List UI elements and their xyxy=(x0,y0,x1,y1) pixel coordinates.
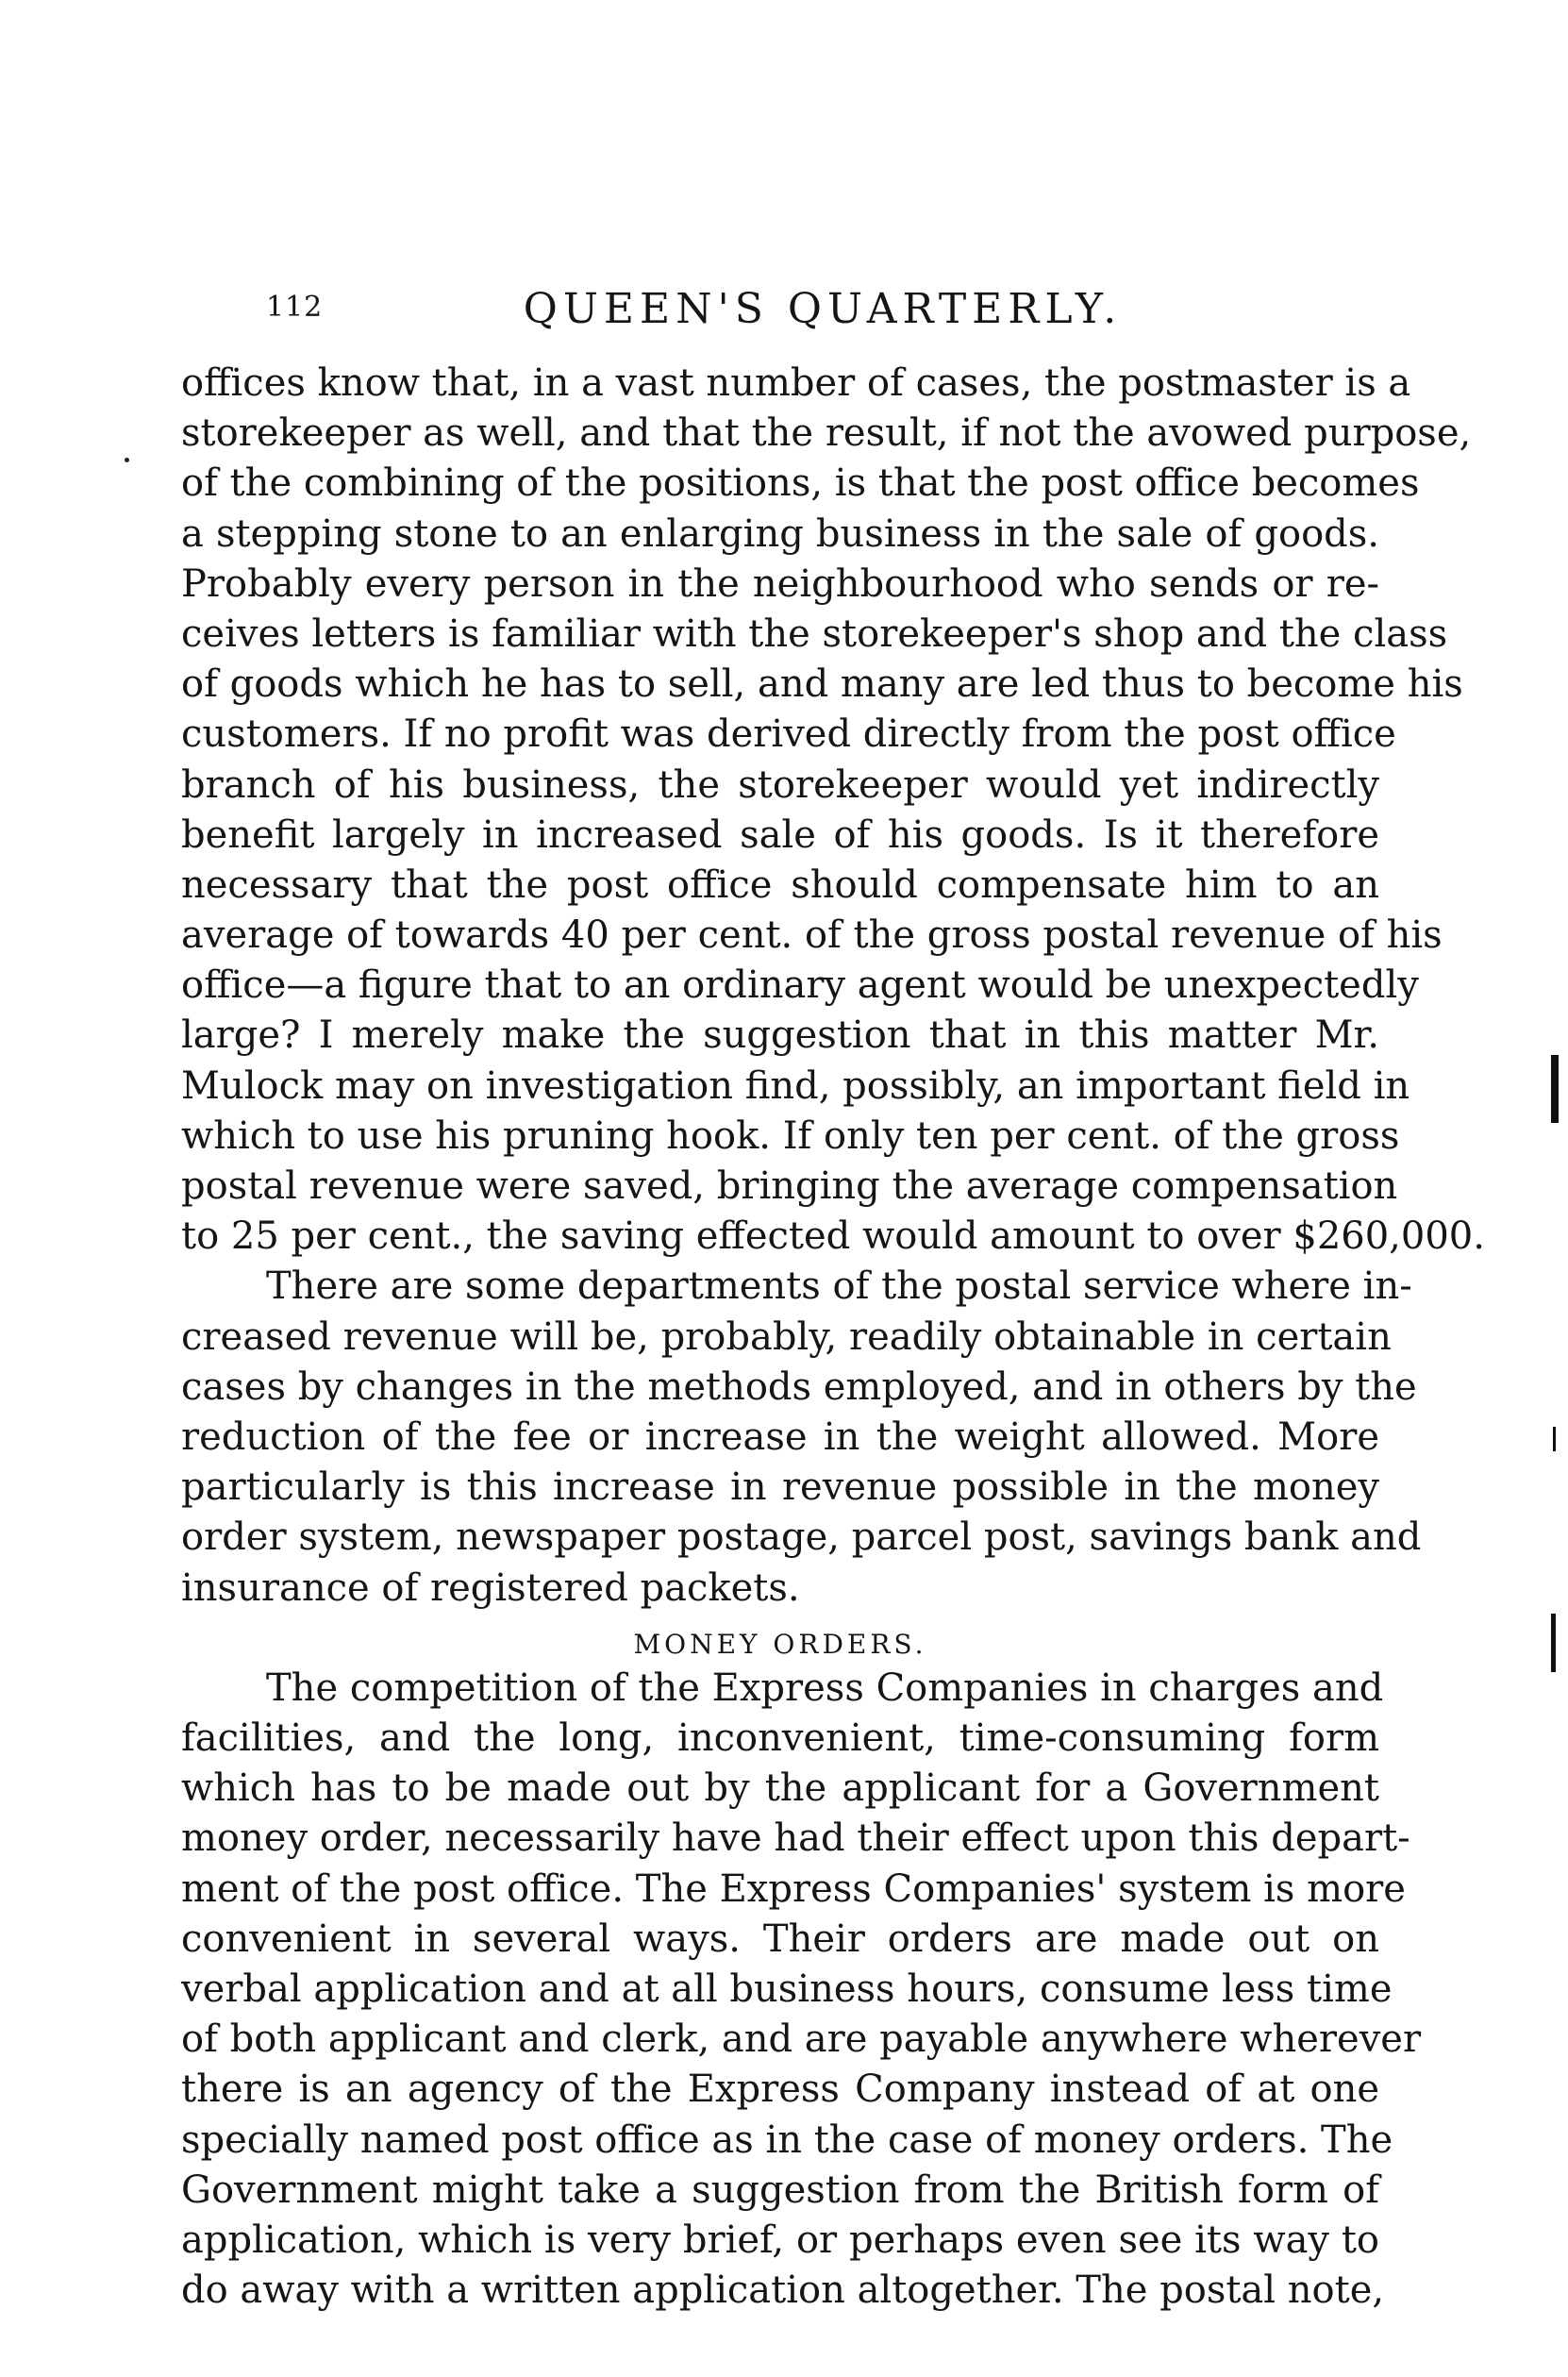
section-heading-money-orders: MONEY ORDERS. xyxy=(633,1628,927,1660)
text-line: of goods which he has to sell, and many are led thus to become his xyxy=(181,662,1463,707)
text-line: which has to be made out by the applicant for a Government xyxy=(181,1766,1379,1811)
text-line: creased revenue will be, probably, readily obtainable in certain xyxy=(181,1314,1392,1359)
text-line: The competition of the Express Companies in charges and xyxy=(266,1666,1384,1710)
text-line: Mulock may on investigation find, possibly, an important field in xyxy=(181,1063,1410,1108)
page-number: 112 xyxy=(266,291,324,324)
text-line: large? I merely make the suggestion that in this matter Mr. xyxy=(181,1013,1379,1058)
journal-title: QUEEN'S QUARTERLY. xyxy=(523,285,1123,333)
text-line: convenient in several ways. Their orders are made out on xyxy=(181,1917,1379,1961)
text-line: money order, necessarily have had their effect upon this depart- xyxy=(181,1816,1410,1861)
margin-mark-3 xyxy=(1551,1614,1556,1672)
body-text xyxy=(181,359,1485,2316)
text-line: office—a figure that to an ordinary agent would be unexpectedly xyxy=(181,963,1419,1008)
text-line: specially named post office as in the case of money orders. The xyxy=(181,2118,1393,2162)
text-line: of both applicant and clerk, and are payable anywhere wherever xyxy=(181,2017,1422,2062)
text-line: to 25 per cent., the saving effected would amount to over $260,000. xyxy=(181,1214,1485,1259)
text-line: there is an agency of the Express Company instead of at one xyxy=(181,2067,1379,2112)
text-line: a stepping stone to an enlarging business in the sale of goods. xyxy=(181,511,1379,556)
text-line: postal revenue were saved, bringing the average compensation xyxy=(181,1164,1398,1208)
text-line: benefit largely in increased sale of his goods. Is it therefore xyxy=(181,812,1379,857)
text-line: insurance of registered packets. xyxy=(181,1565,800,1610)
margin-dot-mark xyxy=(125,458,129,462)
text-line: storekeeper as well, and that the result, if not the avowed purpose, xyxy=(181,411,1472,456)
text-line: ceives letters is familiar with the storekeeper's shop and the class xyxy=(181,611,1448,656)
text-line: facilities, and the long, inconvenient, time-consuming form xyxy=(181,1716,1379,1761)
paragraph-postal-revenue-departments xyxy=(181,1262,1422,1613)
text-line: average of towards 40 per cent. of the gross postal revenue of his xyxy=(181,913,1443,958)
text-line: do away with a written application altogether. The postal note, xyxy=(181,2268,1385,2313)
paragraph-postmaster-storekeeper xyxy=(181,359,1485,1262)
text-line: Government might take a suggestion from the British form of xyxy=(181,2168,1379,2212)
text-line: of the combining of the positions, is that the post office becomes xyxy=(181,461,1420,506)
text-line: customers. If no profit was derived directly from the post office xyxy=(181,712,1396,757)
text-line: Probably every person in the neighbourhood who sends or re- xyxy=(181,561,1379,606)
text-line: reduction of the fee or increase in the weight allowed. More xyxy=(181,1414,1379,1459)
margin-mark-2 xyxy=(1553,1427,1556,1451)
text-line: verbal application and at all business hours, consume less time xyxy=(181,1967,1393,2011)
text-line: branch of his business, the storekeeper would yet indirectly xyxy=(181,762,1379,807)
text-line: cases by changes in the methods employed, and in others by the xyxy=(181,1364,1417,1409)
text-line: necessary that the post office should compensate him to an xyxy=(181,862,1379,907)
text-line: offices know that, in a vast number of cases, the postmaster is a xyxy=(181,361,1411,405)
text-line: which to use his pruning hook. If only ten per cent. of the gross xyxy=(181,1113,1400,1158)
text-line: application, which is very brief, or perhaps even see its way to xyxy=(181,2218,1379,2262)
text-line: particularly is this increase in revenue possible in the money xyxy=(181,1465,1379,1510)
margin-mark-1 xyxy=(1551,1055,1559,1123)
text-line: ment of the post office. The Express Companies' system is more xyxy=(181,1866,1406,1911)
paragraph-express-companies xyxy=(181,1664,1422,2316)
text-line: There are some departments of the postal service where in- xyxy=(266,1264,1412,1309)
running-head xyxy=(266,285,1379,347)
text-line: order system, newspaper postage, parcel post, savings bank and xyxy=(181,1515,1422,1560)
